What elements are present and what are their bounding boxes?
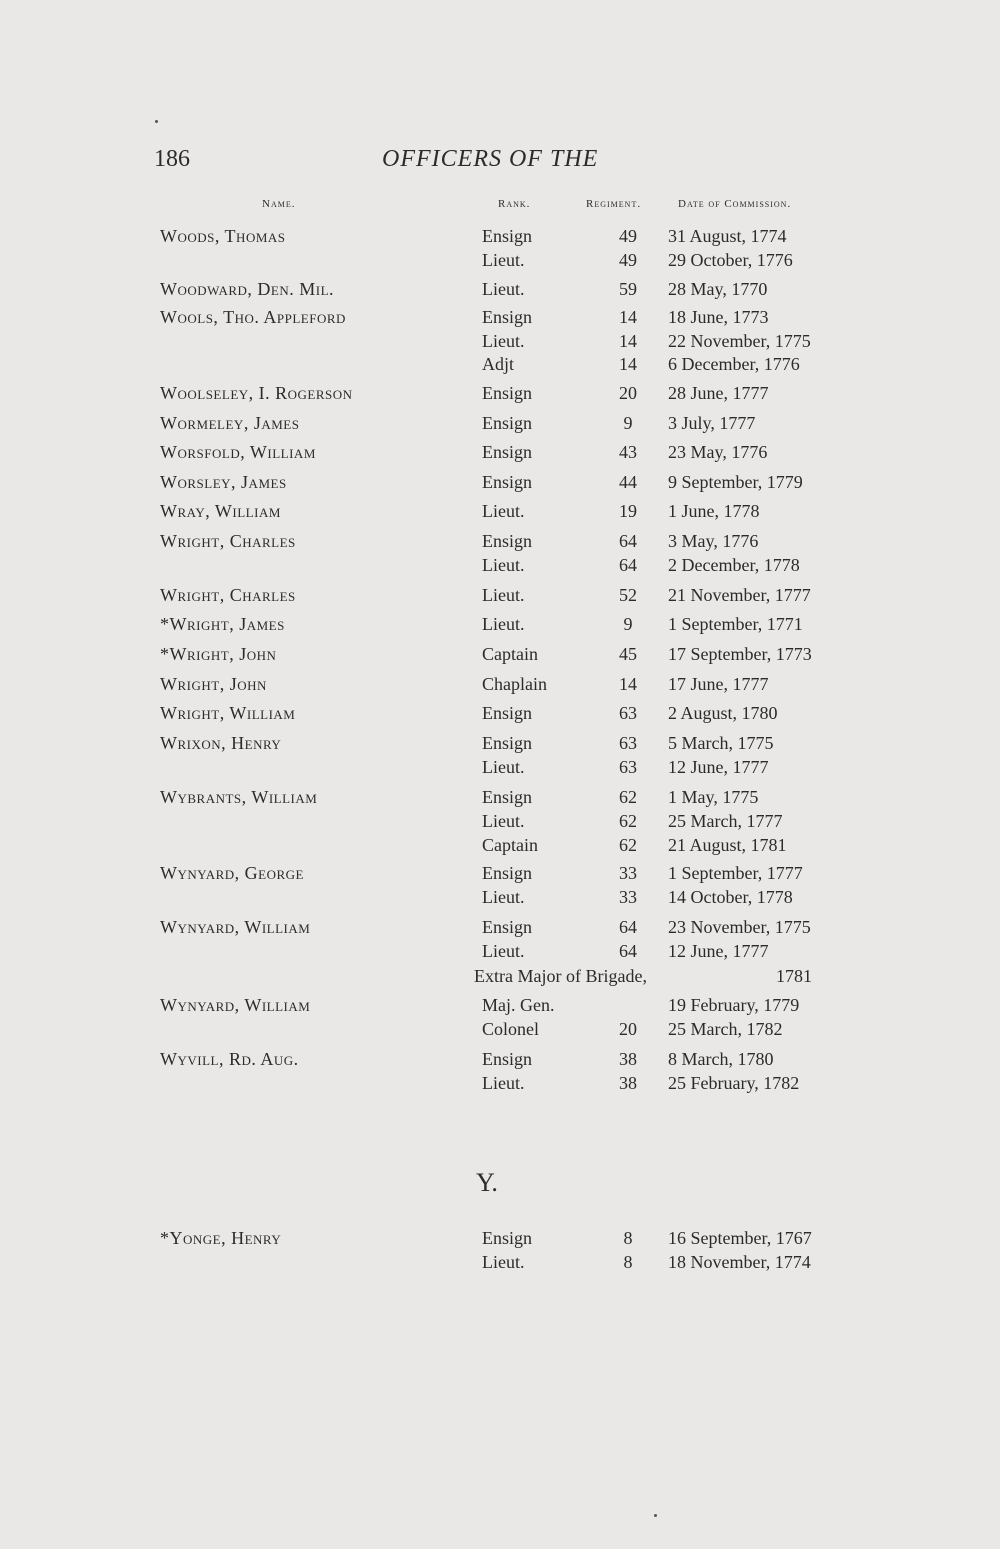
officer-name: Wynyard, William — [160, 995, 311, 1015]
regiment: 14 — [619, 331, 637, 351]
paper-speck — [654, 1514, 657, 1517]
table-row — [0, 1019, 1000, 1045]
table-row — [0, 863, 1000, 889]
officer-name: Wools, Tho. Appleford — [160, 307, 346, 327]
regiment: 59 — [619, 279, 637, 299]
commission-date: 16 September, 1767 — [668, 1228, 812, 1248]
table-row — [0, 442, 1000, 468]
officer-name: Woodward, Den. Mil. — [160, 279, 335, 299]
regiment: 62 — [619, 835, 637, 855]
rank: Ensign — [482, 787, 533, 807]
table-row — [0, 811, 1000, 837]
running-title: OFFICERS OF THE — [382, 146, 599, 172]
table-row — [0, 555, 1000, 581]
table-row — [0, 501, 1000, 527]
rank: Captain — [482, 835, 538, 855]
regiment: 14 — [619, 307, 637, 327]
officer-name: Wright, William — [160, 703, 296, 723]
table-row — [0, 383, 1000, 409]
regiment: 45 — [619, 644, 637, 664]
rank: Lieut. — [482, 1073, 525, 1093]
rank: Ensign — [482, 226, 533, 246]
commission-date: 5 March, 1775 — [668, 733, 774, 753]
commission-date: 22 November, 1775 — [668, 331, 811, 351]
rank: Lieut. — [482, 887, 525, 907]
officer-name: Wright, Charles — [160, 531, 296, 551]
table-row — [0, 354, 1000, 380]
regiment: 63 — [619, 703, 637, 723]
officer-name: Wray, William — [160, 501, 281, 521]
officer-name: Wybrants, William — [160, 787, 318, 807]
officer-name: Wright, John — [160, 674, 267, 694]
officer-name: Wright, Charles — [160, 585, 296, 605]
table-row — [0, 1073, 1000, 1099]
regiment: 9 — [623, 614, 633, 634]
commission-date: 1 June, 1778 — [668, 501, 760, 521]
table-row — [0, 307, 1000, 333]
officer-name: Worsfold, William — [160, 442, 316, 462]
rank: Ensign — [482, 383, 533, 403]
regiment: 52 — [619, 585, 637, 605]
commission-date: 3 July, 1777 — [668, 413, 756, 433]
officer-name: *Wright, James — [160, 614, 285, 634]
rank: Ensign — [482, 1228, 533, 1248]
rank: Ensign — [482, 863, 533, 883]
rank: Ensign — [482, 413, 533, 433]
column-header-date: Date of Commission. — [678, 198, 792, 210]
regiment: 49 — [619, 226, 637, 246]
regiment: 63 — [619, 733, 637, 753]
table-row — [0, 757, 1000, 783]
regiment: 19 — [619, 501, 637, 521]
table-row — [0, 917, 1000, 943]
commission-date: 29 October, 1776 — [668, 250, 793, 270]
commission-date: 2 December, 1778 — [668, 555, 800, 575]
table-row — [0, 1252, 1000, 1278]
rank: Lieut. — [482, 757, 525, 777]
table-row — [0, 644, 1000, 670]
rank: Lieut. — [482, 585, 525, 605]
officer-name: Wyvill, Rd. Aug. — [160, 1049, 299, 1069]
table-row — [0, 472, 1000, 498]
regiment: 20 — [619, 383, 637, 403]
regiment: 64 — [619, 941, 637, 961]
commission-date: 12 June, 1777 — [668, 941, 769, 961]
regiment: 14 — [619, 354, 637, 374]
regiment: 33 — [619, 863, 637, 883]
page-number: 186 — [154, 146, 190, 172]
rank: Ensign — [482, 442, 533, 462]
commission-date: 12 June, 1777 — [668, 757, 769, 777]
regiment: 64 — [619, 555, 637, 575]
officer-name: Wynyard, William — [160, 917, 311, 937]
table-row — [0, 941, 1000, 967]
rank: Chaplain — [482, 674, 547, 694]
commission-date: 23 November, 1775 — [668, 917, 811, 937]
column-header-regiment: Regiment. — [586, 198, 642, 210]
table-row — [0, 614, 1000, 640]
table-row — [0, 531, 1000, 557]
regiment: 38 — [619, 1073, 637, 1093]
table-row — [0, 585, 1000, 611]
commission-date: 2 August, 1780 — [668, 703, 778, 723]
commission-date: 3 May, 1776 — [668, 531, 759, 551]
rank: Lieut. — [482, 941, 525, 961]
column-header-rank: Rank. — [498, 198, 531, 210]
extra-appointment: Extra Major of Brigade, — [474, 966, 647, 986]
rank: Lieut. — [482, 279, 525, 299]
commission-date: 25 March, 1782 — [668, 1019, 783, 1039]
commission-date: 25 February, 1782 — [668, 1073, 800, 1093]
table-row — [0, 250, 1000, 276]
commission-date: 25 March, 1777 — [668, 811, 783, 831]
regiment: 62 — [619, 787, 637, 807]
regiment: 62 — [619, 811, 637, 831]
rank: Adjt — [482, 354, 515, 374]
rank: Lieut. — [482, 250, 525, 270]
commission-date: 19 February, 1779 — [668, 995, 800, 1015]
officer-name: Woolseley, I. Rogerson — [160, 383, 353, 403]
extra-appointment-year: 1781 — [776, 966, 812, 986]
officer-name: Wynyard, George — [160, 863, 304, 883]
commission-date: 18 November, 1774 — [668, 1252, 811, 1272]
rank: Maj. Gen. — [482, 995, 555, 1015]
rank: Lieut. — [482, 1252, 525, 1272]
rank: Captain — [482, 644, 538, 664]
rank: Lieut. — [482, 555, 525, 575]
table-row — [0, 835, 1000, 861]
commission-date: 14 October, 1778 — [668, 887, 793, 907]
regiment: 20 — [619, 1019, 637, 1039]
regiment: 38 — [619, 1049, 637, 1069]
officer-name: *Yonge, Henry — [160, 1228, 282, 1248]
rank: Ensign — [482, 917, 533, 937]
regiment: 33 — [619, 887, 637, 907]
rank: Ensign — [482, 307, 533, 327]
regiment: 14 — [619, 674, 637, 694]
commission-date: 1 May, 1775 — [668, 787, 759, 807]
regiment: 63 — [619, 757, 637, 777]
officer-name: Wrixon, Henry — [160, 733, 282, 753]
regiment: 49 — [619, 250, 637, 270]
commission-date: 23 May, 1776 — [668, 442, 768, 462]
rank: Lieut. — [482, 331, 525, 351]
commission-date: 17 September, 1773 — [668, 644, 812, 664]
commission-date: 28 June, 1777 — [668, 383, 769, 403]
commission-date: 1 September, 1771 — [668, 614, 803, 634]
rank: Colonel — [482, 1019, 539, 1039]
table-row — [0, 966, 1000, 992]
officer-name: *Wright, John — [160, 644, 277, 664]
column-header-name: Name. — [262, 198, 296, 210]
commission-date: 21 November, 1777 — [668, 585, 811, 605]
rank: Ensign — [482, 1049, 533, 1069]
table-row — [0, 413, 1000, 439]
commission-date: 17 June, 1777 — [668, 674, 769, 694]
table-row — [0, 787, 1000, 813]
rank: Ensign — [482, 472, 533, 492]
commission-date: 31 August, 1774 — [668, 226, 787, 246]
regiment: 8 — [623, 1252, 633, 1272]
table-row — [0, 674, 1000, 700]
table-row — [0, 703, 1000, 729]
commission-date: 9 September, 1779 — [668, 472, 803, 492]
regiment: 9 — [623, 413, 633, 433]
rank: Lieut. — [482, 811, 525, 831]
table-row — [0, 279, 1000, 305]
commission-date: 28 May, 1770 — [668, 279, 768, 299]
table-row — [0, 1049, 1000, 1075]
commission-date: 18 June, 1773 — [668, 307, 769, 327]
regiment: 43 — [619, 442, 637, 462]
rank: Lieut. — [482, 501, 525, 521]
table-row — [0, 995, 1000, 1021]
rank: Ensign — [482, 733, 533, 753]
regiment: 44 — [619, 472, 637, 492]
regiment: 64 — [619, 917, 637, 937]
regiment: 64 — [619, 531, 637, 551]
commission-date: 8 March, 1780 — [668, 1049, 774, 1069]
rank: Ensign — [482, 703, 533, 723]
rank: Lieut. — [482, 614, 525, 634]
regiment: 8 — [623, 1228, 633, 1248]
commission-date: 21 August, 1781 — [668, 835, 787, 855]
table-row — [0, 733, 1000, 759]
section-letter: Y. — [476, 1168, 498, 1197]
table-row — [0, 226, 1000, 252]
rank: Ensign — [482, 531, 533, 551]
commission-date: 1 September, 1777 — [668, 863, 803, 883]
commission-date: 6 December, 1776 — [668, 354, 800, 374]
officer-name: Worsley, James — [160, 472, 287, 492]
table-row — [0, 887, 1000, 913]
paper-speck — [155, 120, 158, 123]
officer-name: Wormeley, James — [160, 413, 300, 433]
officer-name: Woods, Thomas — [160, 226, 286, 246]
table-row — [0, 1228, 1000, 1254]
